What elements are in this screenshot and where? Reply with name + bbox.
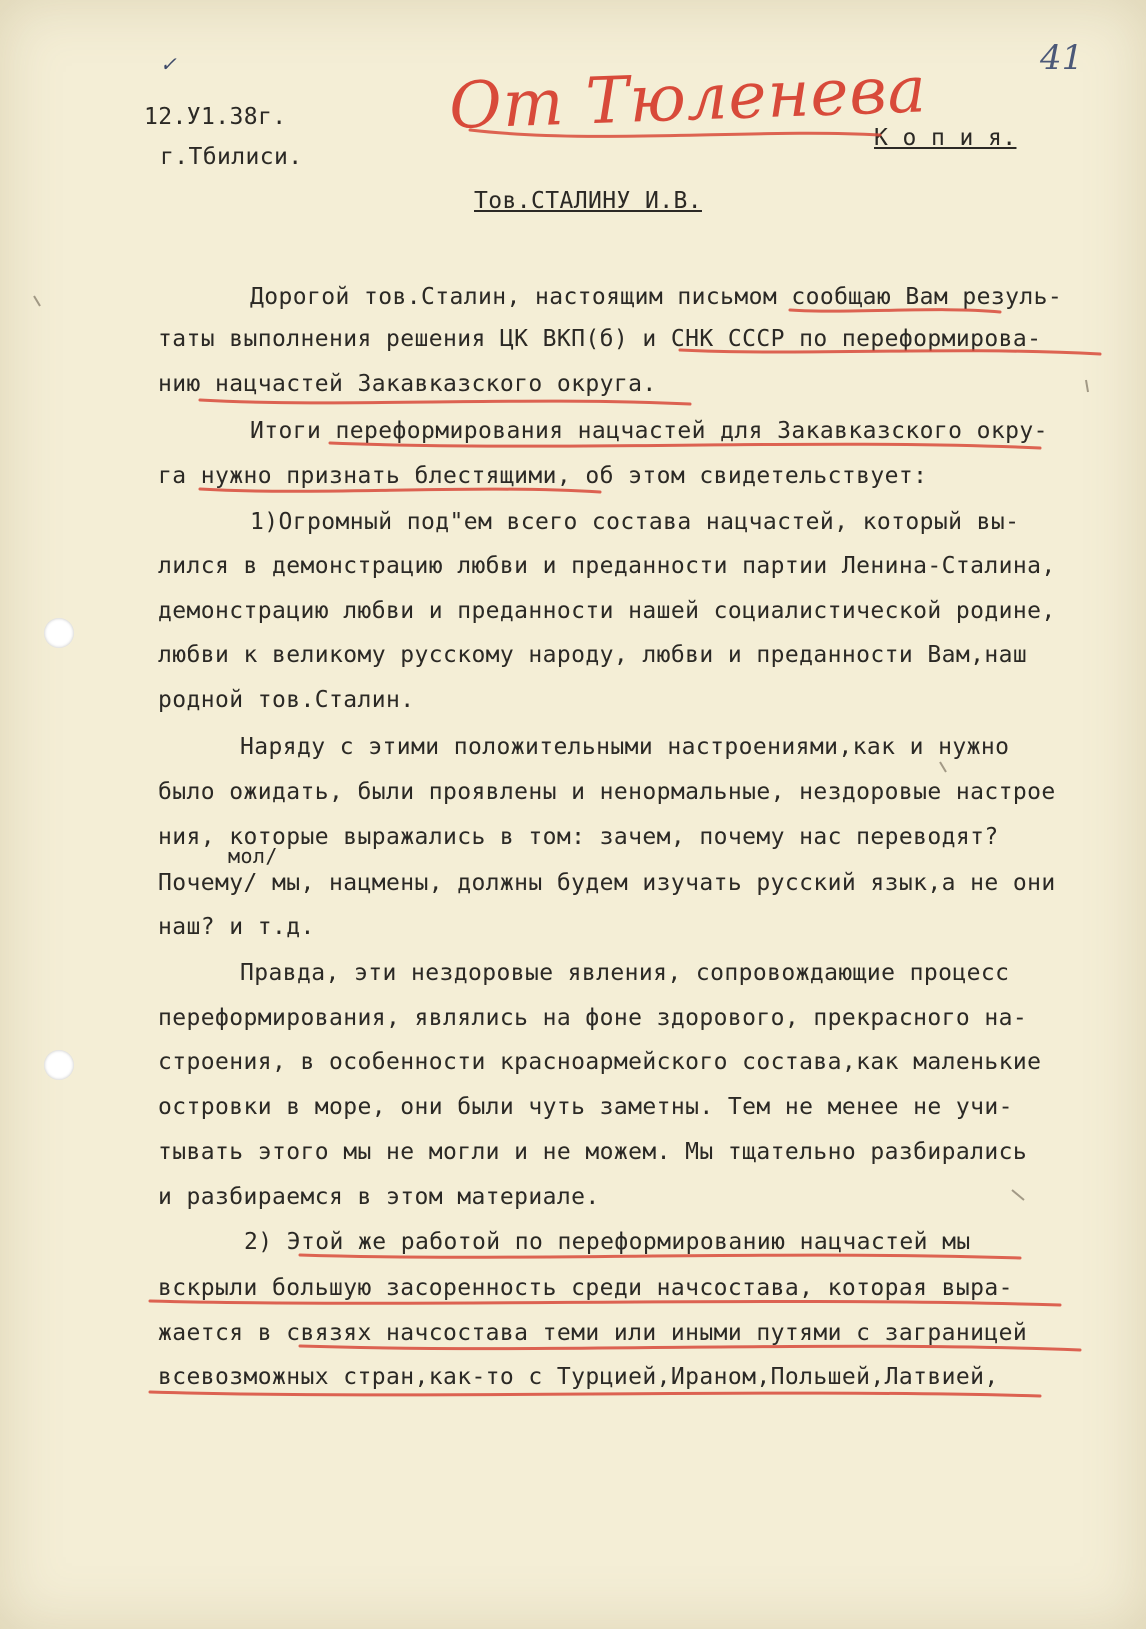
paper-blemish <box>1086 380 1088 392</box>
body-line: 2) Этой же работой по переформированию нацчастей мы <box>244 1229 971 1255</box>
body-line: Почему/ мы, нацмены, должны будем изучать русский язык,а не они <box>158 870 1056 896</box>
underline-line23 <box>150 1301 1060 1305</box>
paper-blemish <box>1012 1190 1024 1200</box>
addressee: Тов.СТАЛИНУ И.В. <box>474 188 702 214</box>
underline-line3 <box>200 400 690 404</box>
body-line: всевозможных стран,как-то с Турцией,Ираном,Польшей,Латвией, <box>158 1364 999 1390</box>
body-line: Дорогой тов.Сталин, настоящим письмом сообщаю Вам резуль- <box>250 284 1063 310</box>
letter-place: г.Тбилиси. <box>160 144 303 170</box>
underline-line25 <box>150 1392 1040 1396</box>
body-line: Наряду с этими положительными настроениями,как и нужно <box>240 734 1010 760</box>
body-line: строения, в особенности красноармейского состава,как маленькие <box>158 1049 1042 1075</box>
underline-line5 <box>200 489 600 492</box>
handwritten-from-annotation: От Тюленева <box>448 53 928 144</box>
underline-line24 <box>300 1346 1080 1350</box>
body-line: Итоги переформирования нацчастей для Закавказского окру- <box>250 418 1048 444</box>
body-line: островки в море, они были чуть заметны. Тем не менее не учи- <box>158 1094 1013 1120</box>
body-line: тывать этого мы не могли и не можем. Мы тщательно разбирались <box>158 1139 1028 1165</box>
paper-blemish <box>34 296 40 306</box>
body-line: родной тов.Сталин. <box>158 687 415 713</box>
body-line: наш? и т.д. <box>158 914 315 940</box>
body-line: переформирования, являлись на фоне здорового, прекрасного на- <box>158 1005 1028 1031</box>
body-line: ния, которые выражались в том: зачем, почему нас переводят? <box>158 824 999 850</box>
body-line: нию нацчастей Закавказского округа. <box>158 371 657 397</box>
body-line: таты выполнения решения ЦК ВКП(б) и СНК СССР по переформирова- <box>158 326 1042 352</box>
body-line: демонстрацию любви и преданности нашей социалистической родине, <box>158 598 1056 624</box>
body-line: и разбираемся в этом материале. <box>158 1184 600 1210</box>
underline-line4 <box>330 443 1040 448</box>
body-line: любви к великому русскому народу, любви и преданности Вам,наш <box>158 642 1028 668</box>
body-line: вскрыли большую засоренность среди начсостава, которая выра- <box>158 1275 1013 1301</box>
body-line: Правда, эти нездоровые явления, сопровождающие процесс <box>240 960 1010 986</box>
body-line: 1)Огромный под"ем всего состава нацчастей, который вы- <box>250 509 1020 535</box>
paper-blemish <box>940 762 946 772</box>
body-line: га нужно признать блестящими, об этом свидетельствует: <box>158 463 928 489</box>
underline-from-stamp <box>470 130 880 136</box>
body-line: жается в связях начсостава теми или иными путями с заграницей <box>158 1320 1028 1346</box>
letter-date: 12.У1.38г. <box>144 104 287 130</box>
handwritten-insertion: мол/ <box>228 844 278 868</box>
underline-line22 <box>300 1255 1020 1258</box>
underline-line1 <box>790 310 1000 312</box>
underline-line2 <box>680 350 1100 354</box>
copy-label: К о п и я. <box>874 125 1017 151</box>
body-line: лился в демонстрацию любви и преданности партии Ленина-Сталина, <box>158 553 1056 579</box>
archive-page-number: 41 <box>1040 38 1084 78</box>
body-line: было ожидать, были проявлены и ненормальные, нездоровые настрое <box>158 779 1056 805</box>
archive-check-mark: ✓ <box>160 52 177 76</box>
